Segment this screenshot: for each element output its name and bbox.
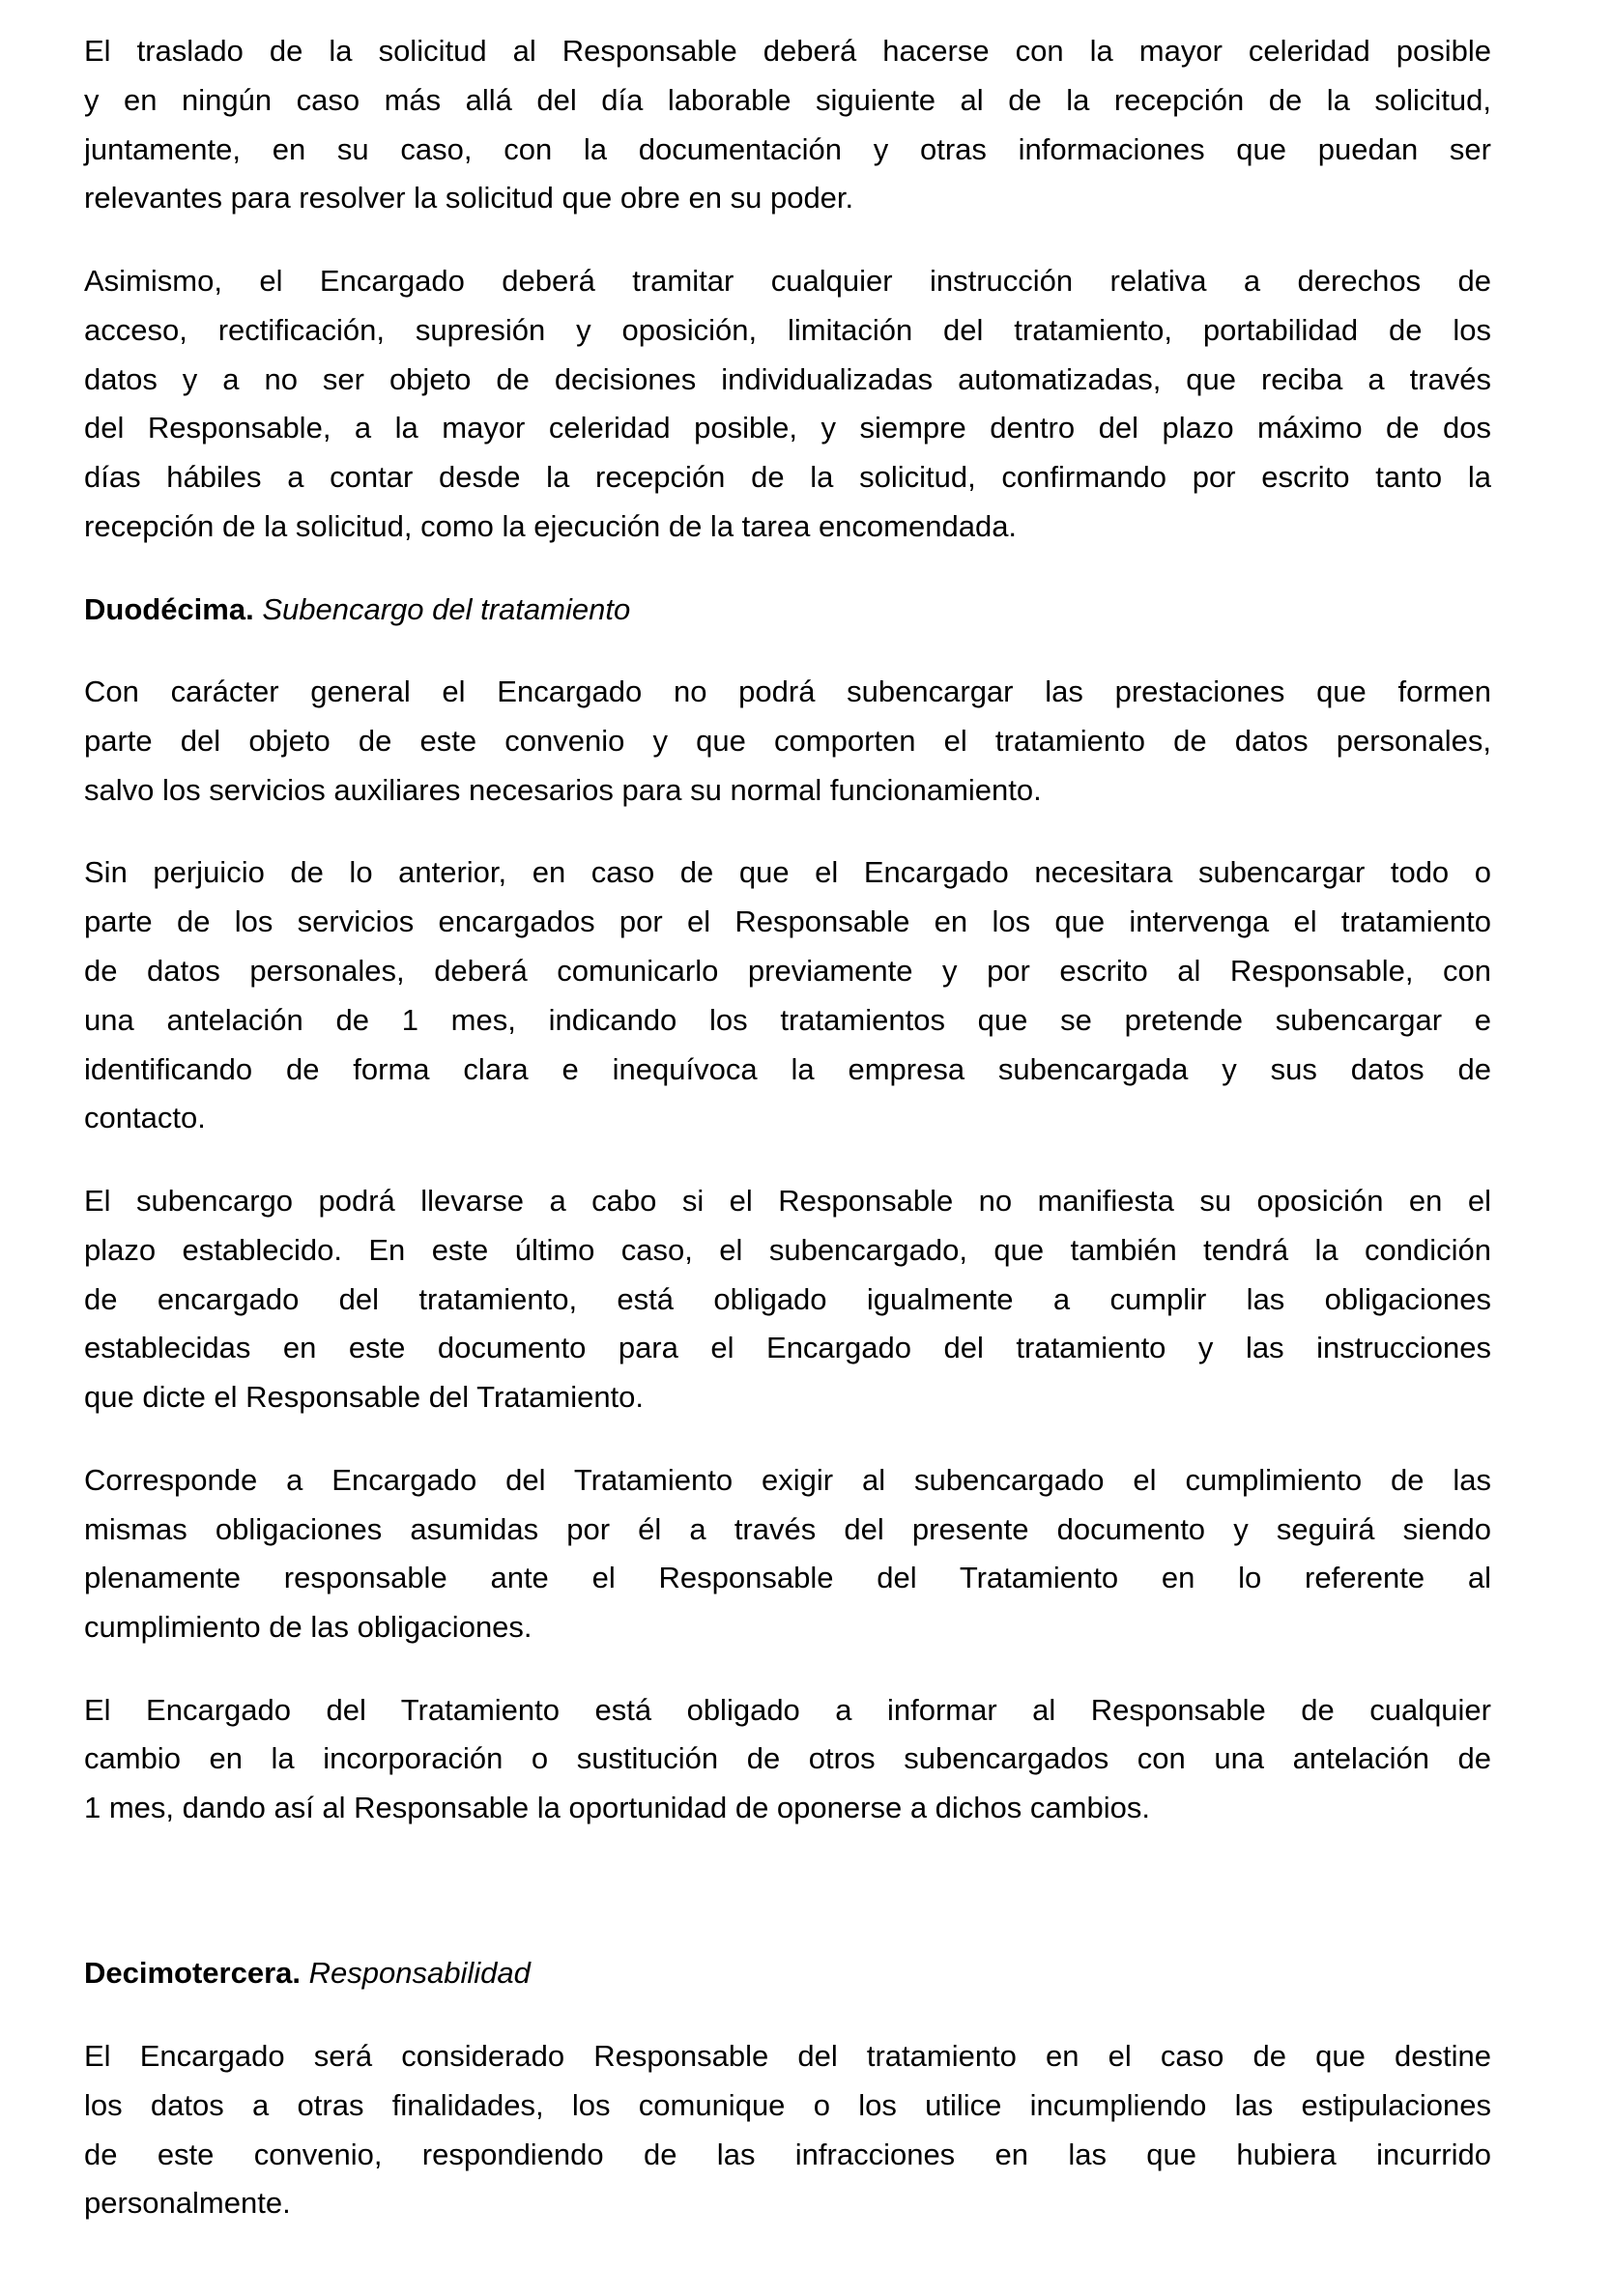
text-line: acceso, rectificación, supresión y oposición, limitación del tratamiento, portabilidad de los bbox=[84, 312, 1491, 347]
document-page bbox=[84, 27, 1491, 2262]
text-line: establecidas en este documento para el Encargado del tratamiento y las instrucciones bbox=[84, 1331, 1491, 1365]
text-line: de datos personales, deberá comunicarlo previamente y por escrito al Responsable, con bbox=[84, 953, 1491, 988]
text-line: juntamente, en su caso, con la documentación y otras informaciones que puedan ser bbox=[84, 131, 1491, 166]
text-line: contacto. bbox=[84, 1101, 206, 1135]
section-title: Responsabilidad bbox=[308, 1956, 531, 1991]
text-line: que dicte el Responsable del Tratamiento. bbox=[84, 1380, 645, 1415]
text-line: El traslado de la solicitud al Responsable deberá hacerse con la mayor celeridad posible bbox=[84, 34, 1491, 68]
empty-paragraph bbox=[84, 1867, 1491, 1916]
text-line: El Encargado del Tratamiento está obligado a informar al Responsable de cualquier bbox=[84, 1692, 1491, 1727]
section-number: Duodécima. bbox=[84, 591, 254, 626]
text-line: días hábiles a contar desde la recepción de la solicitud, confirmando por escrito tanto la bbox=[84, 460, 1491, 495]
text-line: El Encargado será considerado Responsable del tratamiento en el caso de que destine bbox=[84, 2039, 1491, 2074]
paragraph-subencargo-plazo bbox=[84, 1177, 1491, 1422]
text-line: recepción de la solicitud, como la ejecución de la tarea encomendada. bbox=[84, 508, 1018, 543]
text-line: relevantes para resolver la solicitud que obre en su poder. bbox=[84, 181, 854, 215]
text-line: 1 mes, dando así al Responsable la oportunidad de oponerse a dichos cambios. bbox=[84, 1791, 1150, 1825]
text-line: los datos a otras finalidades, los comunique o los utilice incumpliendo las estipulaciones bbox=[84, 2087, 1491, 2122]
section-heading-decimotercera bbox=[84, 1949, 1491, 1998]
paragraph-corresponde-encargado bbox=[84, 1456, 1491, 1652]
text-line: de encargado del tratamiento, está obligado igualmente a cumplir las obligaciones bbox=[84, 1281, 1491, 1316]
text-line: de este convenio, respondiendo de las infracciones en las que hubiera incurrido bbox=[84, 2137, 1491, 2171]
paragraph-sin-perjuicio bbox=[84, 848, 1491, 1143]
text-line: y en ningún caso más allá del día laborable siguiente al de la recepción de la solicitud, bbox=[84, 82, 1491, 117]
section-number: Decimotercera. bbox=[84, 1956, 302, 1991]
paragraph-obligado-informar bbox=[84, 1686, 1491, 1833]
paragraph-tramitar-derechos bbox=[84, 257, 1491, 552]
section-title: Subencargo del tratamiento bbox=[262, 591, 631, 626]
text-line: Sin perjuicio de lo anterior, en caso de que el Encargado necesitara subencargar todo o bbox=[84, 855, 1491, 890]
paragraph-traslado-solicitud bbox=[84, 27, 1491, 223]
text-line: parte de los servicios encargados por el Responsable en los que intervenga el tratamiento bbox=[84, 904, 1491, 939]
text-line: cambio en la incorporación o sustitución de otros subencargados con una antelación de bbox=[84, 1741, 1491, 1776]
text-line: del Responsable, a la mayor celeridad posible, y siempre dentro del plazo máximo de dos bbox=[84, 411, 1491, 445]
text-line: Asimismo, el Encargado deberá tramitar cualquier instrucción relativa a derechos de bbox=[84, 263, 1491, 298]
text-line: personalmente. bbox=[84, 2186, 291, 2221]
text-line: datos y a no ser objeto de decisiones individualizadas automatizadas, que reciba a través bbox=[84, 361, 1491, 396]
text-line: plenamente responsable ante el Responsable del Tratamiento en lo referente al bbox=[84, 1561, 1491, 1595]
section-heading-duodecima bbox=[84, 586, 1491, 635]
text-line: cumplimiento de las obligaciones. bbox=[84, 1610, 533, 1645]
paragraph-caracter-general bbox=[84, 668, 1491, 815]
text-line: El subencargo podrá llevarse a cabo si el Responsable no manifiesta su oposición en el bbox=[84, 1183, 1491, 1218]
paragraph-responsabilidad bbox=[84, 2032, 1491, 2228]
text-line: Con carácter general el Encargado no podrá subencargar las prestaciones que formen bbox=[84, 674, 1491, 709]
text-line: parte del objeto de este convenio y que comporten el tratamiento de datos personales, bbox=[84, 723, 1491, 758]
text-line: Corresponde a Encargado del Tratamiento exigir al subencargado el cumplimiento de las bbox=[84, 1462, 1491, 1497]
text-line: mismas obligaciones asumidas por él a través del presente documento y seguirá siendo bbox=[84, 1511, 1491, 1546]
text-line: identificando de forma clara e inequívoca la empresa subencargada y sus datos de bbox=[84, 1051, 1491, 1086]
text-line: una antelación de 1 mes, indicando los tratamientos que se pretende subencargar e bbox=[84, 1002, 1491, 1037]
text-line: salvo los servicios auxiliares necesarios para su normal funcionamiento. bbox=[84, 772, 1042, 807]
text-line: plazo establecido. En este último caso, el subencargado, que también tendrá la condición bbox=[84, 1232, 1491, 1267]
